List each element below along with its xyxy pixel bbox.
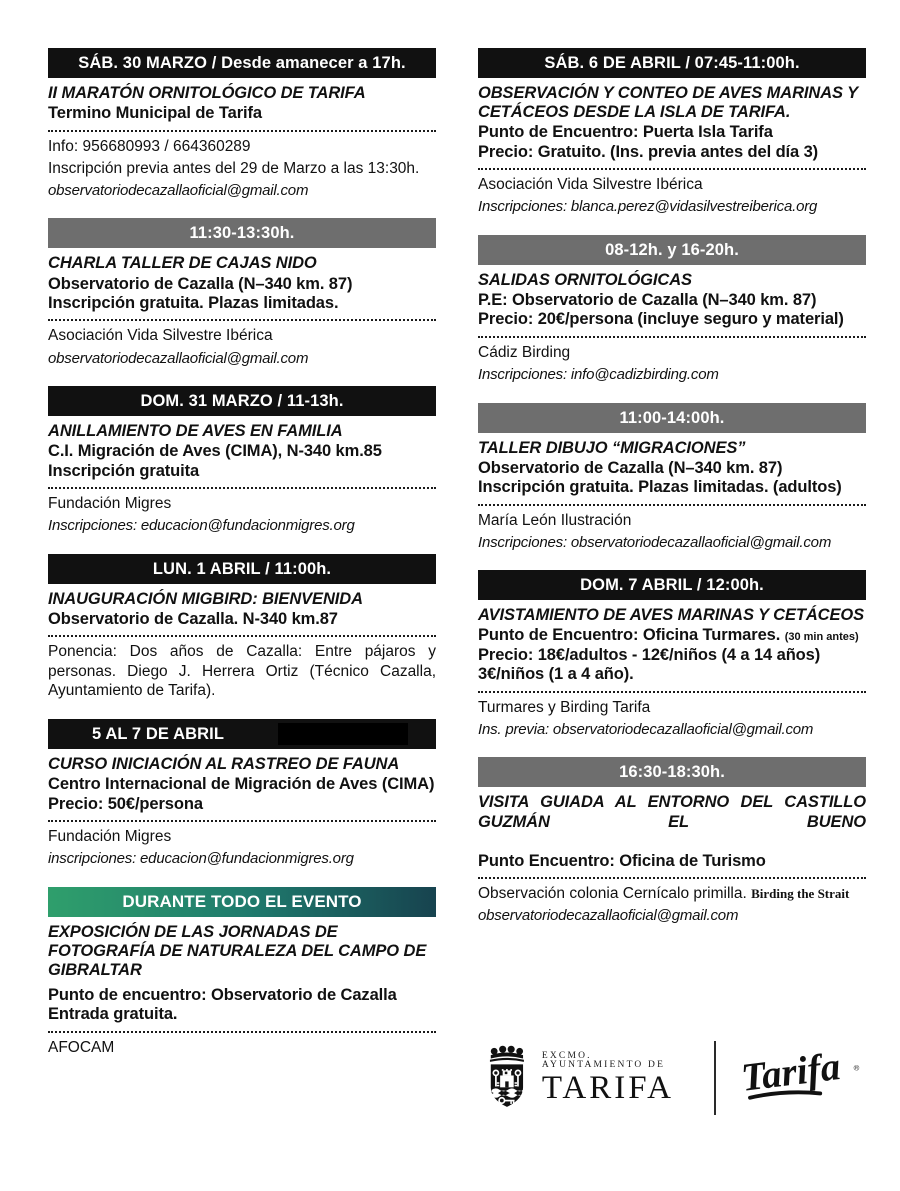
event-body	[478, 265, 866, 385]
dotted-separator	[48, 1031, 436, 1033]
event-location: Observatorio de Cazalla. N-340 km.87	[48, 609, 338, 628]
event-email[interactable]: observatoriodecazallaoficial@gmail.com	[478, 907, 739, 925]
event-location: Observatorio de Cazalla (N–340 km. 87)	[48, 274, 353, 293]
event-body	[48, 584, 436, 701]
event-block-11-30-13-30	[48, 218, 436, 368]
dotted-separator	[48, 820, 436, 822]
footer-logos	[484, 1026, 866, 1130]
event-organizer: Fundación Migres	[48, 495, 172, 513]
event-registration: Inscripción gratuita	[48, 461, 200, 480]
event-title: II MARATÓN ORNITOLÓGICO DE TARIFA	[48, 84, 366, 102]
event-entry: Entrada gratuita.	[48, 1005, 178, 1024]
event-header-sab-30-marzo: SÁB. 30 MARZO / Desde amanecer a 17h.	[48, 48, 436, 78]
event-email[interactable]: Inscripciones: blanca.perez@vidasilvestreiberica.org	[478, 198, 818, 216]
event-header-dom-7-abril: DOM. 7 ABRIL / 12:00h.	[478, 570, 866, 600]
event-organizer: María León Ilustración	[478, 511, 632, 529]
event-header-16-30-18-30: 16:30-18:30h.	[478, 757, 866, 787]
dotted-separator	[478, 168, 866, 170]
event-header-11-00-14-00: 11:00-14:00h.	[478, 403, 866, 433]
event-location-label: Punto de Encuentro: Oficina Turmares.	[478, 626, 781, 645]
event-organizer-note: Birding the Strait	[751, 886, 850, 902]
event-header-08-12-16-20: 08-12h. y 16-20h.	[478, 235, 866, 265]
event-email[interactable]: observatoriodecazallaoficial@gmail.com	[48, 349, 309, 367]
event-email[interactable]: Inscripciones: info@cadizbirding.com	[478, 366, 719, 384]
dotted-separator	[478, 877, 866, 879]
event-location	[478, 626, 866, 645]
event-title: INAUGURACIÓN MIGBIRD: BIENVENIDA	[48, 589, 363, 608]
event-block-16-30-18-30	[478, 757, 866, 925]
event-body	[478, 78, 866, 217]
event-title: SALIDAS ORNITOLÓGICAS	[478, 270, 692, 289]
event-header-11-30-13-30: 11:30-13:30h.	[48, 218, 436, 248]
ayuntamiento-big-line: TARIFA	[541, 1069, 674, 1106]
event-block-5-al-7-abril	[48, 719, 436, 869]
event-title: VISITA GUIADA AL ENTORNO DEL CASTILLO GUZMÁN EL BUENO	[478, 793, 866, 831]
event-header-label: 5 AL 7 DE ABRIL	[92, 724, 224, 743]
event-location: Termino Municipal de Tarifa	[48, 104, 262, 123]
event-registration: Inscripción gratuita. Plazas limitadas.	[48, 293, 339, 312]
event-price: Precio: 18€/adultos - 12€/niños (4 a 14 años)	[478, 645, 821, 664]
left-column	[48, 48, 436, 1076]
event-organizer: Fundación Migres	[48, 827, 172, 845]
event-info-phone: Info: 956680993 / 664360289	[48, 137, 251, 155]
event-header-dom-31-marzo: DOM. 31 MARZO / 11-13h.	[48, 386, 436, 416]
event-body	[48, 917, 436, 1058]
registered-mark: ®	[853, 1063, 859, 1073]
event-location: C.I. Migración de Aves (CIMA), N-340 km.85	[48, 442, 382, 461]
dotted-separator	[478, 504, 866, 506]
event-header-5-al-7-abril	[48, 719, 436, 749]
event-info-deadline: Inscripción previa antes del 29 de Marzo a las 13:30h.	[48, 159, 420, 177]
dotted-separator	[48, 635, 436, 637]
program-columns	[48, 48, 866, 1076]
event-header-durante-todo-el-evento: DURANTE TODO EL EVENTO	[48, 887, 436, 917]
event-organizer: Cádiz Birding	[478, 343, 571, 361]
ayuntamiento-wordmark	[542, 1052, 692, 1105]
event-location: P.E: Observatorio de Cazalla (N–340 km. 87)	[478, 290, 817, 309]
event-organizer-label: Observación colonia Cernícalo primilla.	[478, 885, 747, 903]
tarifa-coat-of-arms-icon	[484, 1041, 530, 1115]
event-title: EXPOSICIÓN DE LAS JORNADAS DE FOTOGRAFÍA DE NATURALEZA DEL CAMPO DE GIBRALTAR	[48, 922, 427, 979]
event-title: TALLER DIBUJO “MIGRACIONES”	[478, 438, 746, 457]
event-block-dom-7-abril	[478, 570, 866, 739]
event-body	[478, 433, 866, 553]
logo-divider	[714, 1041, 715, 1115]
event-email[interactable]: Inscripciones: educacion@fundacionmigres.org	[48, 517, 355, 535]
event-body	[48, 749, 436, 869]
event-block-durante-todo-el-evento	[48, 887, 436, 1058]
event-registration: Inscripción gratuita. Plazas limitadas. (adultos)	[478, 478, 842, 497]
event-note: Ponencia: Dos años de Cazalla: Entre pájaros y personas. Diego J. Herrera Ortiz (Técnico Cazalla, Ayuntamiento de Tarifa).	[48, 643, 436, 700]
event-title: OBSERVACIÓN Y CONTEO DE AVES MARINAS Y CETÁCEOS DESDE LA ISLA DE TARIFA.	[478, 84, 858, 122]
dotted-separator	[48, 130, 436, 132]
event-organizer: Asociación Vida Silvestre Ibérica	[478, 176, 703, 194]
event-price: Precio: Gratuito. (Ins. previa antes del día 3)	[478, 142, 819, 161]
event-email[interactable]: Ins. previa: observatoriodecazallaoficial@gmail.com	[478, 720, 814, 738]
event-block-sab-30-marzo	[48, 48, 436, 200]
event-title: CHARLA TALLER DE CAJAS NIDO	[48, 254, 317, 273]
event-body	[48, 78, 436, 200]
event-header-lun-1-abril: LUN. 1 ABRIL / 11:00h.	[48, 554, 436, 584]
event-location: Punto de encuentro: Observatorio de Cazalla	[48, 986, 397, 1004]
event-organizer: Asociación Vida Silvestre Ibérica	[48, 327, 273, 345]
event-location: Punto Encuentro: Oficina de Turismo	[478, 851, 766, 870]
event-location: Observatorio de Cazalla (N–340 km. 87)	[478, 458, 783, 477]
event-body	[478, 600, 866, 739]
event-title: ANILLAMIENTO DE AVES EN FAMILIA	[48, 422, 343, 441]
event-block-dom-31-marzo	[48, 386, 436, 536]
event-email[interactable]: observatoriodecazallaoficial@gmail.com	[48, 181, 309, 199]
event-title: CURSO INICIACIÓN AL RASTREO DE FAUNA	[48, 754, 400, 773]
event-title: AVISTAMIENTO DE AVES MARINAS Y CETÁCEOS	[478, 606, 865, 625]
dotted-separator	[478, 691, 866, 693]
ayuntamiento-small-line: EXCMO. AYUNTAMIENTO DE	[541, 1050, 666, 1070]
event-block-sab-6-abril	[478, 48, 866, 217]
event-organizer: Turmares y Birding Tarifa	[478, 698, 651, 716]
event-block-08-12-16-20	[478, 235, 866, 385]
event-block-11-00-14-00	[478, 403, 866, 553]
tarifa-brand-logo-icon	[738, 1043, 866, 1113]
right-column	[478, 48, 866, 944]
event-location-note: (30 min antes)	[784, 631, 859, 644]
event-body	[478, 787, 866, 925]
tarifa-brand-wordmark: Tarifa	[738, 1044, 843, 1100]
event-organizer	[478, 884, 866, 904]
event-body	[48, 416, 436, 536]
event-location: Punto de Encuentro: Puerta Isla Tarifa	[478, 123, 773, 142]
dotted-separator	[48, 319, 436, 321]
redacted-block	[278, 723, 408, 745]
event-block-lun-1-abril	[48, 554, 436, 701]
event-price-children: 3€/niños (1 a 4 año).	[478, 665, 634, 684]
event-email[interactable]: Inscripciones: observatoriodecazallaoficial@gmail.com	[478, 533, 832, 551]
event-header-sab-6-abril: SÁB. 6 DE ABRIL / 07:45-11:00h.	[478, 48, 866, 78]
event-price: Precio: 50€/persona	[48, 794, 203, 813]
ayuntamiento-logo	[484, 1041, 692, 1115]
event-body	[48, 248, 436, 368]
event-location: Centro Internacional de Migración de Aves (CIMA)	[48, 775, 435, 794]
dotted-separator	[48, 487, 436, 489]
event-organizer: AFOCAM	[48, 1038, 115, 1056]
event-email[interactable]: inscripciones: educacion@fundacionmigres.org	[48, 850, 354, 868]
dotted-separator	[478, 336, 866, 338]
event-price: Precio: 20€/persona (incluye seguro y material)	[478, 310, 844, 329]
